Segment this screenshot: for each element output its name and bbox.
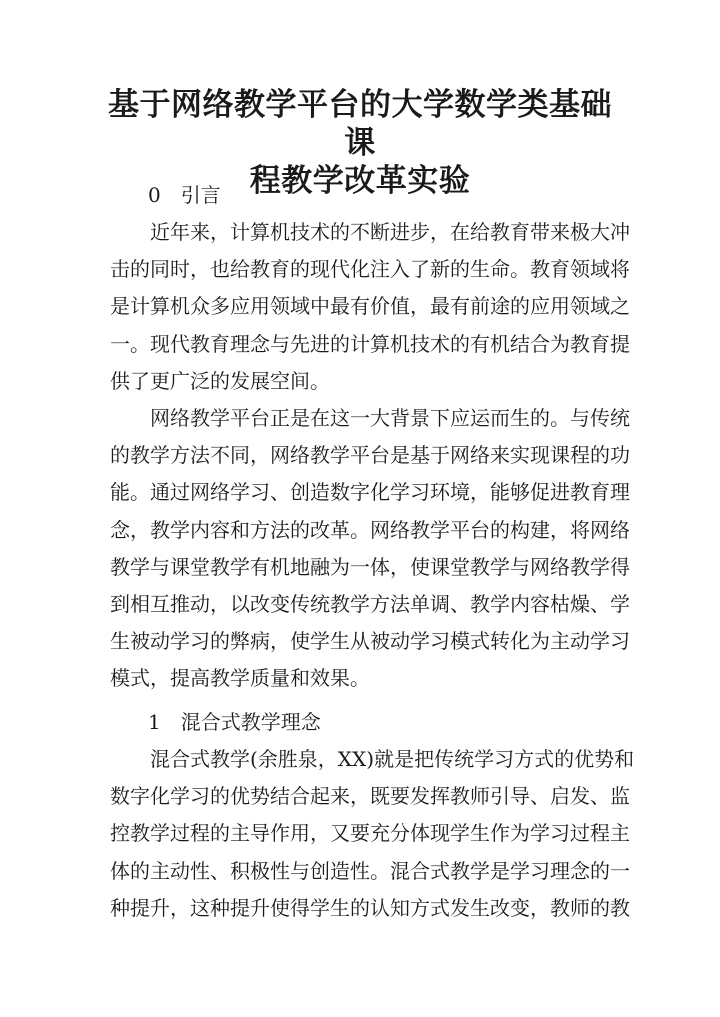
paragraph-line: 控教学过程的主导作用，又要充分体现学生作为学习过程主 [110,821,630,846]
paragraph-line: 的教学方法不同，网络教学平台是基于网络来实现课程的功 [110,443,630,468]
paragraph-line: 生被动学习的弊病，使学生从被动学习模式转化为主动学习 [110,629,630,654]
paragraph-intro-1 [110,214,630,400]
title-line-1: 基于网络教学平台的大学数学类基础课 [108,87,612,161]
paragraph-line: 近年来，计算机技术的不断进步，在给教育带来极大冲 [150,220,630,244]
paragraph-blended-1 [110,741,635,927]
paragraph-line: 念，教学内容和方法的改革。网络教学平台的构建，将网络 [110,517,630,542]
paragraph-line: 击的同时，也给教育的现代化注入了新的生命。教育领域将 [110,257,630,282]
paragraph-line: 到相互推动，以改变传统教学方法单调、教学内容枯燥、学 [110,592,630,617]
section-heading-blended-learning: 1 混合式教学理念 [148,710,321,734]
paragraph-line: 混合式教学(余胜泉，XX)就是把传统学习方式的优势和 [150,747,635,771]
paragraph-line: 是计算机众多应用领域中最有价值，最有前途的应用领域之 [110,294,630,319]
paragraph-line: 种提升，这种提升使得学生的认知方式发生改变，教师的教 [110,895,630,920]
paragraph-line: 体的主动性、积极性与创造性。混合式教学是学习理念的一 [110,858,630,883]
paragraph-line: 能。通过网络学习、创造数字化学习环境，能够促进教育理 [110,480,630,505]
paragraph-line: 网络教学平台正是在这一大背景下应运而生的。与传统 [150,406,630,430]
title-line-2: 程教学改革实验 [249,163,471,199]
paragraph-line: 供了更广泛的发展空间。 [110,368,330,393]
paragraph-line: 数字化学习的优势结合起来，既要发挥教师引导、启发、监 [110,784,630,809]
paragraph-line: 模式，提高教学质量和效果。 [110,666,370,691]
paragraph-line: 一。现代教育理念与先进的计算机技术的有机结合为教育提 [110,331,630,356]
paragraph-intro-2 [110,400,630,698]
paragraph-line: 教学与课堂教学有机地融为一体，使课堂教学与网络教学得 [110,554,630,579]
section-heading-introduction: 0 引言 [148,183,221,207]
